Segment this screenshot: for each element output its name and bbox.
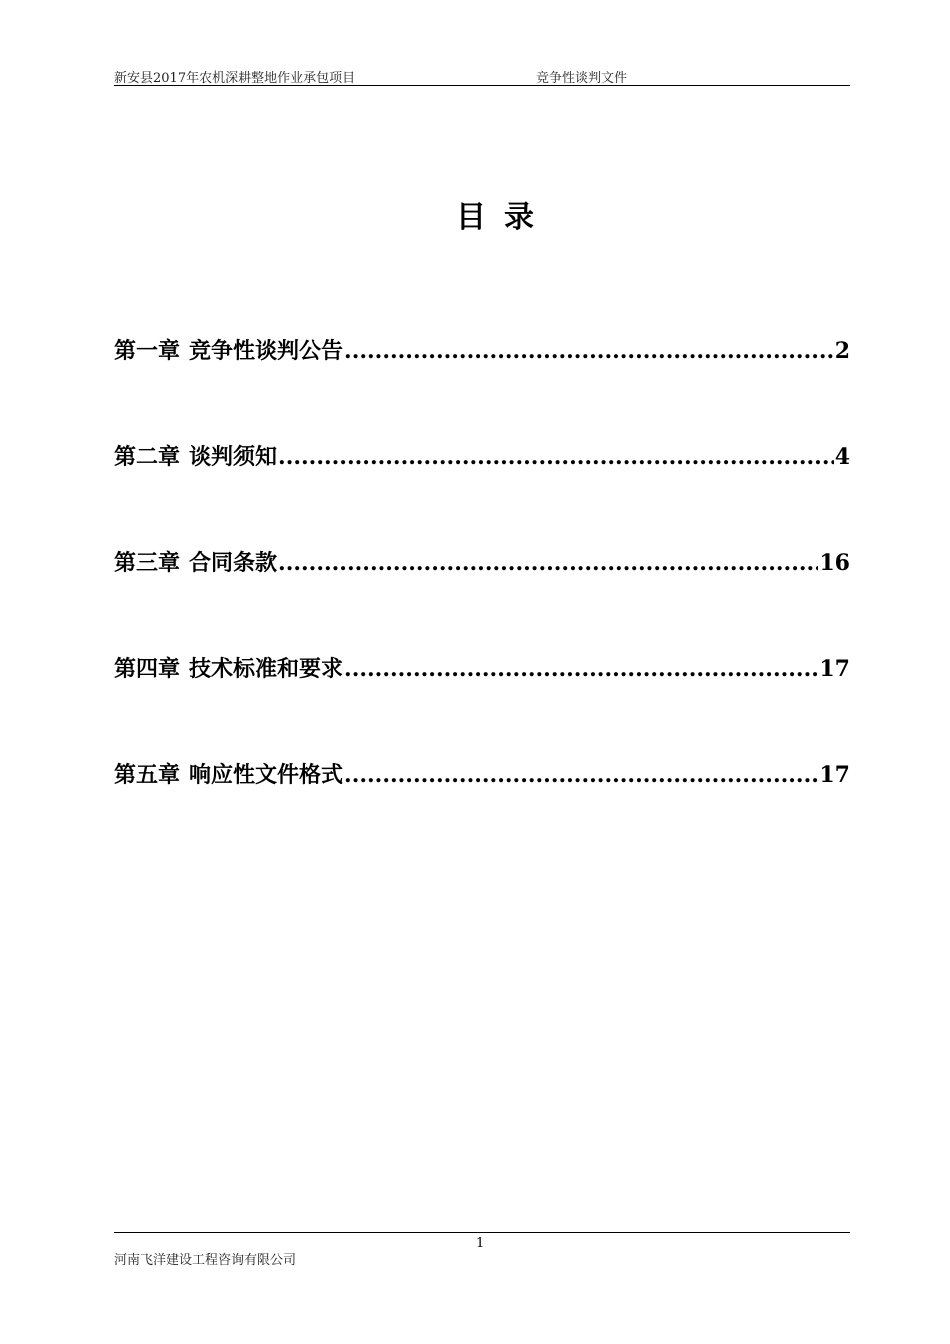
toc-chapter-number: 第五章 <box>114 762 181 788</box>
toc-page-number: 16 <box>819 550 850 576</box>
toc-entry-1[interactable] <box>114 336 850 442</box>
toc-title: 目录 <box>456 200 552 235</box>
header-document-type: 竞争性谈判文件 <box>536 71 628 86</box>
toc-page-number: 17 <box>819 762 850 788</box>
toc-entry-5[interactable] <box>114 760 850 866</box>
toc-leader-dots <box>344 760 818 790</box>
toc-entry-3[interactable] <box>114 548 850 654</box>
footer-divider <box>114 1232 850 1233</box>
toc-leader-dots <box>278 442 834 472</box>
header-project-name: 新安县2017年农机深耕整地作业承包项目 <box>114 71 356 86</box>
toc-page-number: 17 <box>819 656 850 682</box>
toc-chapter-name: 谈判须知 <box>189 444 278 470</box>
toc-chapter-number: 第二章 <box>114 444 181 470</box>
toc-page-number: 4 <box>834 444 850 470</box>
toc-entry-4[interactable] <box>114 654 850 760</box>
toc-chapter-name: 响应性文件格式 <box>189 762 344 788</box>
toc-leader-dots <box>344 336 834 366</box>
toc-chapter-number: 第一章 <box>114 338 181 364</box>
toc-chapter-name: 竞争性谈判公告 <box>189 338 344 364</box>
toc-chapter-number: 第四章 <box>114 656 181 682</box>
table-of-contents <box>114 336 850 866</box>
toc-entry-2[interactable] <box>114 442 850 548</box>
toc-leader-dots <box>278 548 818 578</box>
toc-page-number: 2 <box>834 338 850 364</box>
toc-chapter-name: 技术标准和要求 <box>189 656 344 682</box>
toc-leader-dots <box>344 654 818 684</box>
footer-company-name: 河南飞洋建设工程咨询有限公司 <box>114 1253 297 1268</box>
page-number: 1 <box>476 1236 485 1251</box>
toc-chapter-name: 合同条款 <box>189 550 278 576</box>
toc-chapter-number: 第三章 <box>114 550 181 576</box>
page-header <box>114 65 850 86</box>
